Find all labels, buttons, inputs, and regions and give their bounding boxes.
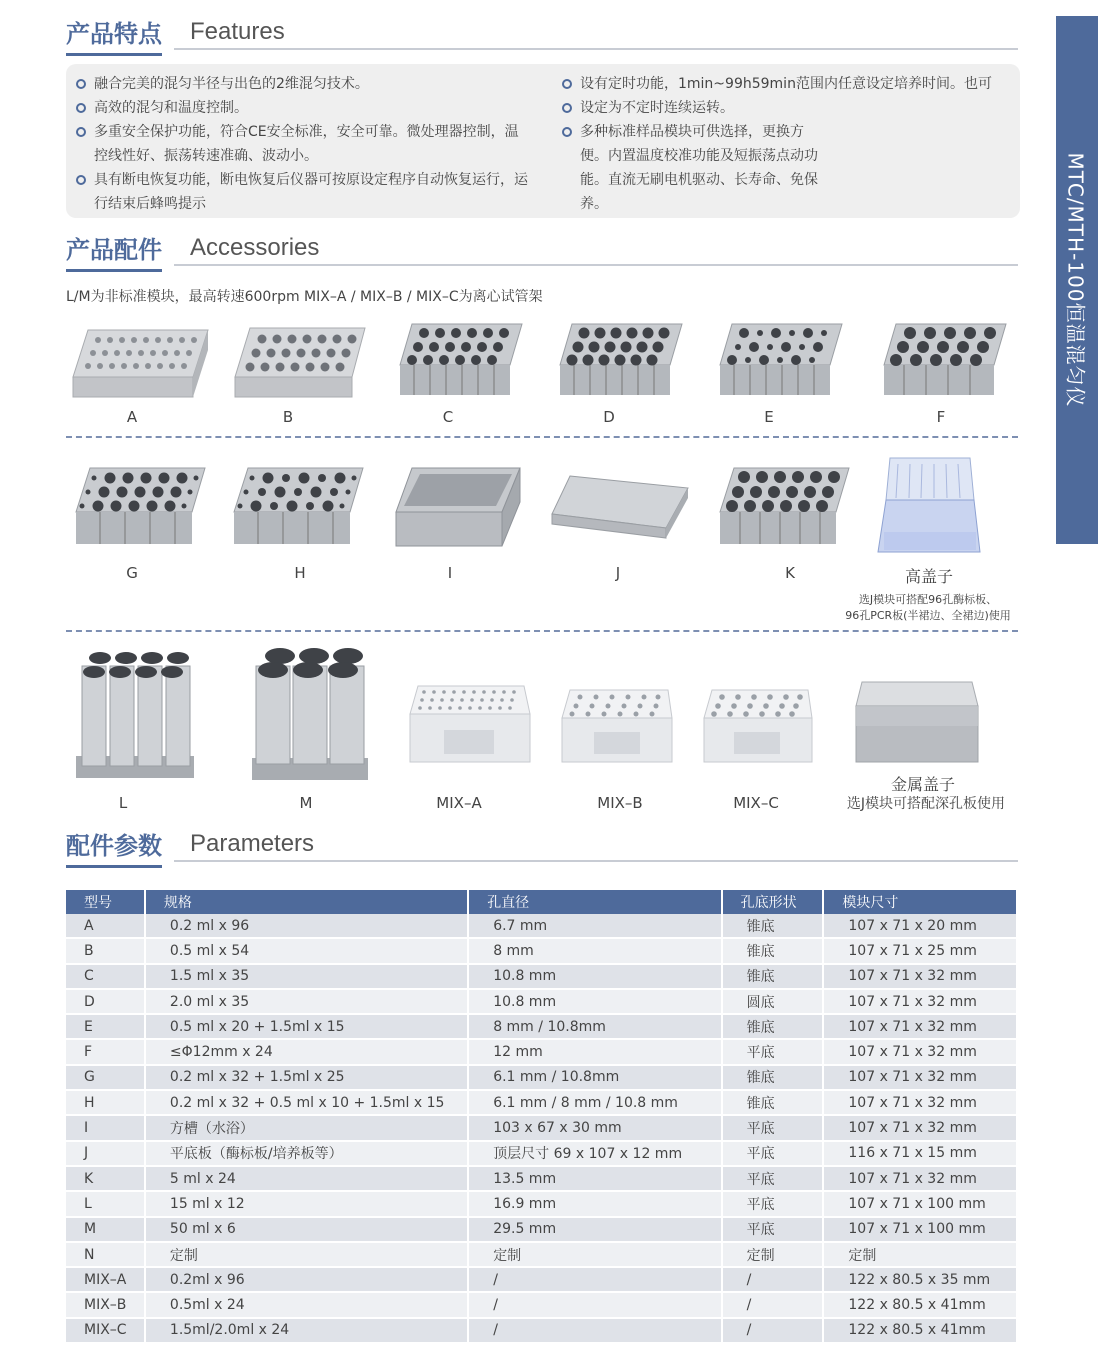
- cell-model: D: [66, 989, 145, 1014]
- module-l-image: [70, 644, 200, 784]
- table-row: [66, 1014, 1017, 1039]
- cell-model: F: [66, 1039, 145, 1064]
- cell-model: MIX–A: [66, 1267, 145, 1292]
- module-k-label: K: [785, 564, 795, 582]
- module-h-label: H: [294, 564, 306, 582]
- parameters-table: [66, 890, 1018, 1344]
- features-title-en: Features: [190, 18, 285, 45]
- cell-block-size: 122 x 80.5 x 41mm: [823, 1318, 1017, 1343]
- table-row: [66, 914, 1017, 938]
- cell-model: C: [66, 964, 145, 989]
- cell-hole-diameter: 103 x 67 x 30 mm: [468, 1115, 721, 1140]
- cell-block-size: 107 x 71 x 100 mm: [823, 1217, 1017, 1242]
- table-row: [66, 1065, 1017, 1090]
- metal-lid-caption: 选J模块可搭配深孔板使用: [846, 796, 1006, 812]
- module-g-image: [70, 464, 210, 554]
- module-h-image: [228, 464, 368, 554]
- module-i-image: [390, 464, 530, 554]
- cell-model: J: [66, 1141, 145, 1166]
- features-box: [66, 64, 1020, 218]
- header-block-size: 模块尺寸: [823, 890, 1017, 914]
- cell-hole-diameter: 12 mm: [468, 1039, 721, 1064]
- cell-block-size: 122 x 80.5 x 35 mm: [823, 1267, 1017, 1292]
- module-e-image: [712, 320, 847, 404]
- cell-spec: 0.2 ml x 32 + 0.5 ml x 10 + 1.5ml x 15: [145, 1090, 468, 1115]
- table-row: [66, 1267, 1017, 1292]
- feature-item: 具有断电恢复功能，断电恢复后仪器可按原设定程序自动恢复运行，运行结束后蜂鸣提示: [70, 168, 530, 216]
- module-c-image: [392, 320, 527, 404]
- table-row: [66, 1141, 1017, 1166]
- cell-hole-bottom: 圆底: [722, 989, 824, 1014]
- cell-spec: 方槽（水浴）: [145, 1115, 468, 1140]
- cell-hole-diameter: 6.7 mm: [468, 914, 721, 938]
- cell-block-size: 107 x 71 x 32 mm: [823, 989, 1017, 1014]
- mix-c-label: MIX–C: [733, 794, 779, 812]
- divider: [66, 630, 1018, 632]
- cell-hole-diameter: 16.9 mm: [468, 1191, 721, 1216]
- cell-spec: 1.5 ml x 35: [145, 964, 468, 989]
- parameters-title-zh: 配件参数: [66, 826, 162, 868]
- table-row: [66, 989, 1017, 1014]
- metal-lid-image: [846, 676, 986, 772]
- side-tab: [1056, 16, 1098, 544]
- cell-model: B: [66, 938, 145, 963]
- cell-spec: ≤Φ12mm x 24: [145, 1039, 468, 1064]
- cell-hole-diameter: 10.8 mm: [468, 964, 721, 989]
- mix-a-label: MIX–A: [436, 794, 482, 812]
- cell-model: G: [66, 1065, 145, 1090]
- table-row: [66, 1166, 1017, 1191]
- module-a-label: A: [126, 408, 138, 426]
- module-m-image: [248, 640, 373, 785]
- high-lid-caption-1: 选J模块可搭配96孔酶标板、: [858, 593, 998, 606]
- cell-hole-bottom: 平底: [722, 1039, 824, 1064]
- module-d-label: D: [603, 408, 615, 426]
- cell-block-size: 107 x 71 x 100 mm: [823, 1191, 1017, 1216]
- cell-hole-diameter: /: [468, 1267, 721, 1292]
- cell-spec: 2.0 ml x 35: [145, 989, 468, 1014]
- cell-block-size: 122 x 80.5 x 41mm: [823, 1292, 1017, 1317]
- table-header-row: [66, 890, 1017, 914]
- cell-model: N: [66, 1242, 145, 1267]
- cell-block-size: 107 x 71 x 32 mm: [823, 1166, 1017, 1191]
- table-row: [66, 938, 1017, 963]
- module-d-image: [552, 320, 687, 404]
- module-b-label: B: [282, 408, 294, 426]
- features-left-column: [70, 72, 530, 216]
- cell-hole-bottom: /: [722, 1292, 824, 1317]
- cell-hole-bottom: 锥底: [722, 1014, 824, 1039]
- cell-model: MIX–C: [66, 1318, 145, 1343]
- table-row: [66, 1039, 1017, 1064]
- parameters-heading: [66, 826, 1018, 866]
- mix-b-image: [558, 684, 676, 768]
- features-rule: [174, 48, 1018, 50]
- cell-hole-bottom: 定制: [722, 1242, 824, 1267]
- bullet-icon: [562, 127, 572, 137]
- table-row: [66, 1318, 1017, 1343]
- module-l-label: L: [118, 794, 128, 812]
- cell-hole-bottom: 平底: [722, 1217, 824, 1242]
- cell-block-size: 107 x 71 x 32 mm: [823, 1065, 1017, 1090]
- feature-item: 融合完美的混匀半径与出色的2维混匀技术。: [70, 72, 530, 96]
- feature-item: 高效的混匀和温度控制。: [70, 96, 530, 120]
- metal-lid-label: 金属盖子: [890, 775, 955, 794]
- features-right-column: [556, 72, 1011, 216]
- header-spec: 规格: [145, 890, 468, 914]
- cell-spec: 1.5ml/2.0ml x 24: [145, 1318, 468, 1343]
- cell-hole-diameter: 8 mm / 10.8mm: [468, 1014, 721, 1039]
- cell-block-size: 定制: [823, 1242, 1017, 1267]
- cell-hole-diameter: 6.1 mm / 10.8mm: [468, 1065, 721, 1090]
- module-j-image: [548, 470, 693, 550]
- bullet-icon: [76, 127, 86, 137]
- cell-hole-bottom: 平底: [722, 1115, 824, 1140]
- cell-spec: 平底板（酶标板/培养板等）: [145, 1141, 468, 1166]
- cell-hole-bottom: 锥底: [722, 964, 824, 989]
- cell-spec: 15 ml x 12: [145, 1191, 468, 1216]
- cell-block-size: 107 x 71 x 25 mm: [823, 938, 1017, 963]
- divider: [66, 436, 1018, 438]
- parameters-rule: [174, 860, 1018, 862]
- cell-hole-diameter: 29.5 mm: [468, 1217, 721, 1242]
- cell-hole-bottom: /: [722, 1267, 824, 1292]
- parameters-title-en: Parameters: [190, 830, 315, 857]
- module-j-label: J: [615, 564, 621, 582]
- header-hole-bottom: 孔底形状: [722, 890, 824, 914]
- feature-item: 设有定时功能，1min~99h59min范围内任意设定培养时间。也可: [556, 72, 1011, 96]
- cell-block-size: 107 x 71 x 32 mm: [823, 1014, 1017, 1039]
- table-row: [66, 964, 1017, 989]
- module-i-label: I: [447, 564, 453, 582]
- cell-spec: 0.5ml x 24: [145, 1292, 468, 1317]
- header-hole-diameter: 孔直径: [468, 890, 721, 914]
- bullet-icon: [562, 79, 572, 89]
- feature-item: 多重安全保护功能，符合CE安全标准，安全可靠。微处理器控制，温控线性好、振荡转速准确、波动小。: [70, 120, 530, 168]
- high-lid-caption-2: 96孔PCR板(半裙边、全裙边)使用: [845, 609, 1011, 622]
- features-heading: [66, 14, 1018, 54]
- cell-model: I: [66, 1115, 145, 1140]
- bullet-icon: [76, 103, 86, 113]
- cell-hole-bottom: 锥底: [722, 1090, 824, 1115]
- table-row: [66, 1191, 1017, 1216]
- module-e-label: E: [764, 408, 774, 426]
- accessories-heading: [66, 230, 1018, 270]
- accessories-title-en: Accessories: [190, 234, 320, 261]
- mix-a-image: [404, 680, 532, 770]
- accessories-note: L/M为非标准模块，最高转速600rpm MIX–A / MIX–B / MIX–C为离心试管架: [66, 289, 543, 305]
- cell-model: H: [66, 1090, 145, 1115]
- cell-block-size: 107 x 71 x 32 mm: [823, 964, 1017, 989]
- cell-block-size: 107 x 71 x 32 mm: [823, 1090, 1017, 1115]
- cell-model: L: [66, 1191, 145, 1216]
- module-f-label: F: [936, 408, 946, 426]
- cell-spec: 0.5 ml x 20 + 1.5ml x 15: [145, 1014, 468, 1039]
- feature-item: 设定为不定时连续运转。: [556, 96, 1011, 120]
- cell-block-size: 107 x 71 x 20 mm: [823, 914, 1017, 938]
- table-row: [66, 1217, 1017, 1242]
- cell-hole-bottom: /: [722, 1318, 824, 1343]
- high-lid-label: 高盖子: [904, 567, 953, 586]
- cell-hole-diameter: 6.1 mm / 8 mm / 10.8 mm: [468, 1090, 721, 1115]
- cell-hole-bottom: 平底: [722, 1191, 824, 1216]
- cell-hole-diameter: 13.5 mm: [468, 1166, 721, 1191]
- cell-spec: 0.5 ml x 54: [145, 938, 468, 963]
- cell-hole-bottom: 锥底: [722, 938, 824, 963]
- module-k-image: [714, 464, 854, 554]
- module-c-label: C: [442, 408, 454, 426]
- cell-spec: 5 ml x 24: [145, 1166, 468, 1191]
- cell-hole-diameter: 顶层尺寸 69 x 107 x 12 mm: [468, 1141, 721, 1166]
- cell-hole-bottom: 锥底: [722, 914, 824, 938]
- side-tab-label: MTC/MTH-100恒温混匀仪: [1063, 152, 1088, 408]
- module-g-label: G: [126, 564, 138, 582]
- table-row: [66, 1242, 1017, 1267]
- bullet-icon: [76, 79, 86, 89]
- bullet-icon: [76, 175, 86, 185]
- cell-block-size: 107 x 71 x 32 mm: [823, 1039, 1017, 1064]
- module-b-image: [230, 322, 370, 402]
- table-row: [66, 1115, 1017, 1140]
- cell-model: MIX–B: [66, 1292, 145, 1317]
- module-f-image: [876, 320, 1011, 404]
- cell-spec: 0.2 ml x 96: [145, 914, 468, 938]
- cell-model: M: [66, 1217, 145, 1242]
- cell-block-size: 116 x 71 x 15 mm: [823, 1141, 1017, 1166]
- cell-hole-bottom: 平底: [722, 1141, 824, 1166]
- module-a-image: [68, 322, 213, 402]
- cell-hole-diameter: 定制: [468, 1242, 721, 1267]
- mix-b-label: MIX–B: [597, 794, 643, 812]
- table-row: [66, 1090, 1017, 1115]
- table-row: [66, 1292, 1017, 1317]
- accessories-rule: [174, 264, 1018, 266]
- high-lid-image: [874, 452, 984, 556]
- cell-hole-bottom: 平底: [722, 1166, 824, 1191]
- cell-hole-diameter: /: [468, 1318, 721, 1343]
- bullet-icon: [562, 103, 572, 113]
- cell-model: A: [66, 914, 145, 938]
- cell-block-size: 107 x 71 x 32 mm: [823, 1115, 1017, 1140]
- cell-spec: 50 ml x 6: [145, 1217, 468, 1242]
- cell-hole-bottom: 锥底: [722, 1065, 824, 1090]
- cell-spec: 0.2 ml x 32 + 1.5ml x 25: [145, 1065, 468, 1090]
- header-model: 型号: [66, 890, 145, 914]
- features-title-zh: 产品特点: [66, 14, 162, 56]
- cell-model: K: [66, 1166, 145, 1191]
- cell-hole-diameter: 10.8 mm: [468, 989, 721, 1014]
- feature-item: 多种标准样品模块可供选择，更换方便。内置温度校准功能及短振荡点动功能。直流无刷电机驱动、长寿命、免保养。: [556, 120, 830, 216]
- cell-hole-diameter: 8 mm: [468, 938, 721, 963]
- mix-c-image: [700, 684, 816, 768]
- module-m-label: M: [299, 794, 313, 812]
- cell-spec: 定制: [145, 1242, 468, 1267]
- accessories-title-zh: 产品配件: [66, 230, 162, 272]
- cell-hole-diameter: /: [468, 1292, 721, 1317]
- cell-model: E: [66, 1014, 145, 1039]
- cell-spec: 0.2ml x 96: [145, 1267, 468, 1292]
